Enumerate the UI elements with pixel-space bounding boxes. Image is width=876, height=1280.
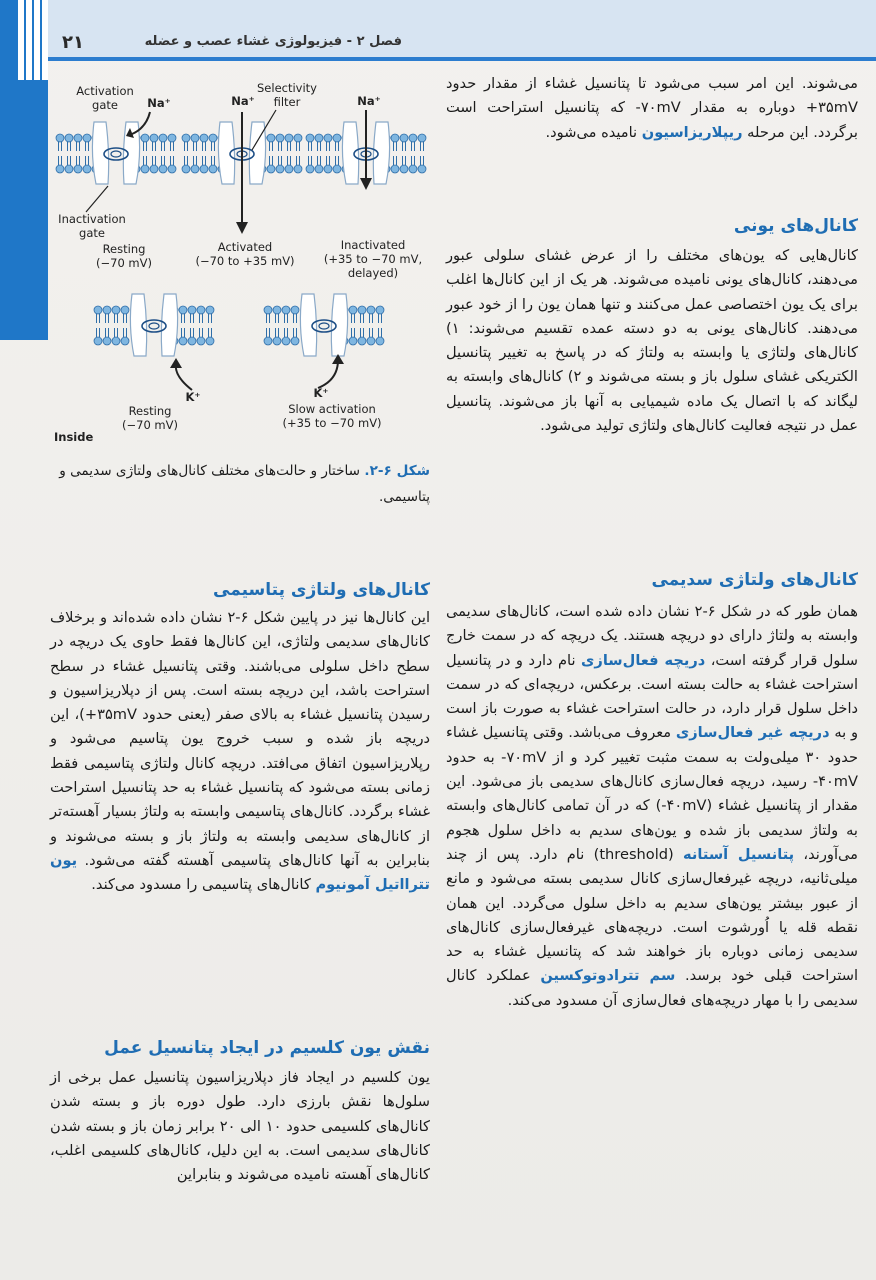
k-channel-open-wall-left bbox=[300, 294, 316, 356]
sodium-text-2: نام دارد و در پتانسیل استراحت غشاء به حالت بسته است. برعکس، دریچه‌ای که در سمت داخل سلول قرار دارد، در حالت استراحت غشاء به صورت باز است و به bbox=[446, 651, 859, 742]
term-tetraethylammonium: یون تترااتیل آمونیوم bbox=[50, 851, 430, 894]
na-channel-inactivated-wall-right bbox=[373, 122, 389, 184]
inactivation-gate-pointer bbox=[86, 186, 108, 212]
membrane-bottom-2a bbox=[264, 306, 299, 345]
figure-caption-text: ساختار و حالت‌های مختلف کانال‌های ولتاژی سدیمی و پتاسیمی. bbox=[59, 463, 430, 505]
sodium-text-1: همان طور که در شکل ۶-۲ نشان داده شده است، کانال‌های سدیمی وابسته به ولتاژ دارای دو دریچه هستند. یک دریچه که در سمت خارج سلول قرار گرفته است، bbox=[446, 603, 858, 669]
k-channel-resting-filter-inner bbox=[149, 323, 159, 329]
k-label-1: K⁺ bbox=[185, 390, 201, 404]
inside-label: Inside bbox=[54, 430, 94, 444]
ionic-channels-paragraph: کانال‌هایی که یون‌های مختلف را از عرض غشای سلولی عبور می‌دهند، کانال‌های یونی نامیده می‌شوند. هر یک از این کانال‌ها اغلب برای یک یون اختصاصی عمل می‌کنند و تنها همان یون را از خود عبور می‌دهند. کانال‌های یونی به دو دسته عمده تقسیم می‌شوند: ۱) کانال‌های ولتاژی یا وابسته به ولتاژ که در پاسخ به تغییر پتانسیل الکتریکی غشای سلول باز و بسته می‌شوند و ۲) کانال‌های وابسته به لیگاند که با اتصال یک ماده شیمیایی به آنها باز می‌شوند. پتانسیل عمل در نتیجه فعالیت کانال‌های ولتاژی تولید می‌شود. bbox=[446, 247, 858, 435]
na-influx-arrowhead bbox=[236, 222, 248, 234]
figure-caption-label: شکل ۶-۲. bbox=[364, 463, 430, 479]
na-channel-inactivated-wall-left bbox=[342, 122, 358, 184]
potassium-text-2: کانال‌های پتاسیمی را مسدود می‌کند. bbox=[91, 876, 316, 894]
sodium-text-4: (threshold) نام دارد. پس از چند میلی‌ثانیه، دریچه غیرفعال‌سازی کانال سدیمی بسته می‌شود و مانع از عبور بیشتر یون‌های سدیم به داخل سلول می‌گردد. این همان نقطه قله یا اُورشوت است. دریچه‌های غیرفعال‌سازی کانال‌های سدیمی زمانی دوباره باز خواهند شد که پتانسیل غشاء به حد استراحت قبلی خود برسد. bbox=[446, 845, 859, 985]
slow-activation-label: Slow activation (+35 to −70 mV) bbox=[282, 402, 382, 430]
sodium-channels-paragraph bbox=[446, 600, 858, 1013]
intro-text: می‌شوند. این امر سبب می‌شود تا پتانسیل غشاء از مقدار حدود ۳۵mV+ دوباره به مقدار ۷۰mV- که پتانسیل استراحت است برگردد. این مرحله bbox=[446, 75, 858, 141]
intro-text-end: نامیده می‌شود. bbox=[545, 123, 642, 141]
na-label-1: Na⁺ bbox=[147, 96, 171, 110]
k-channel-open-wall-right bbox=[331, 294, 347, 356]
inactivated-label: Inactivated (+35 to −70 mV, delayed) bbox=[323, 238, 423, 280]
term-inactivation-gate: دریچه غیر فعال‌سازی bbox=[675, 724, 830, 742]
na-label-2: Na⁺ bbox=[231, 94, 255, 108]
term-threshold: پتانسیل آستانه bbox=[683, 845, 795, 863]
k-channel-resting-wall-left bbox=[130, 294, 146, 356]
sodium-text-3: معروف می‌باشد. وقتی پتانسیل غشاء حدود ۳۰ میلی‌ولت به سمت مثبت تغییر کرد و از ۷۰mV- به حدود ۴۰mV- رسید، دریچه فعال‌سازی کانال‌های سدیمی باز می‌شود. این مقدار از پتانسیل غشاء (۴۰mV-) که در آن تمامی کانال‌های وابسته به ولتاژ سدیمی باز شده و یون‌های سدیم به داخل سلول هجوم می‌آورند، bbox=[446, 724, 858, 863]
na-label-3: Na⁺ bbox=[357, 94, 381, 108]
heading-sodium-channels: کانال‌های ولتاژی سدیمی bbox=[651, 570, 858, 590]
term-tetrodotoxin: سم تترادوتوکسین bbox=[540, 967, 676, 985]
potassium-channels-paragraph bbox=[50, 606, 430, 898]
na-channel-resting-filter-inner bbox=[111, 151, 121, 157]
na-arrowhead-inactivated bbox=[360, 178, 372, 190]
potassium-text-1: این کانال‌ها نیز در پایین شکل ۶-۲ نشان داده شده‌اند و برخلاف کانال‌های سدیمی ولتاژی، این کانال‌ها فقط حاوی یک دریچه در سطح داخل سلولی می‌باشند. وقتی پتانسیل غشاء در سطح استراحت باشد، این دریچه بسته است. پس از دپلاریزاسیون و رسیدن پتانسیل غشاء به بالای صفر (یعنی حدود ۳۵mV+)، این دریچه باز شده و سبب خروج یون پتاسیم می‌شود و رپلاریزاسیون اتفاق می‌افتد. دریچه کانال ولتاژی پتاسیمی فقط زمانی بسته می‌شود که پتانسیل غشاء به حد پتانسیل استراحت غشاء برگردد. کانال‌های پتاسیمی وابسته به ولتاژ بسیار آهسته‌تر از کانال‌های سدیمی وابسته به ولتاژ باز و بسته می‌شوند و بنابراین به آنها کانال‌های پتاسیمی آهسته گفته می‌شود. bbox=[50, 609, 430, 869]
resting-na-label: Resting (−70 mV) bbox=[96, 242, 152, 270]
resting-k-label: Resting (−70 mV) bbox=[122, 404, 178, 432]
na-channel-activated-wall-left bbox=[218, 122, 234, 184]
na-channel-resting-wall-left bbox=[92, 122, 108, 184]
inactivation-gate-label: Inactivation gate bbox=[58, 212, 126, 240]
heading-calcium-role: نقش یون کلسیم در ایجاد پتانسیل عمل bbox=[104, 1038, 430, 1058]
term-activation-gate: دریچه فعال‌سازی bbox=[581, 651, 706, 669]
page-number: ۲۱ bbox=[62, 32, 84, 53]
heading-potassium-channels: کانال‌های ولتاژی پتاسیمی bbox=[213, 580, 430, 600]
chapter-title: فصل ۲ - فیزیولوژی غشاء عصب و عضله bbox=[144, 34, 402, 49]
activation-gate-label: Activation gate bbox=[76, 84, 134, 112]
membrane-bottom-1a bbox=[94, 306, 129, 345]
selectivity-filter-label: Selectivity filter bbox=[257, 81, 317, 109]
k-channel-resting-wall-right bbox=[161, 294, 177, 356]
activated-label: Activated (−70 to +35 mV) bbox=[195, 240, 295, 268]
k-label-2: K⁺ bbox=[313, 386, 329, 400]
heading-ionic-channels: کانال‌های یونی bbox=[733, 216, 858, 236]
k-arrow-2 bbox=[318, 360, 338, 388]
sodium-text-5: عملکرد کانال سدیمی را با مهار دریچه‌های فعال‌سازی آن مسدود می‌کند. bbox=[446, 967, 858, 1009]
calcium-paragraph: یون کلسیم در ایجاد فاز دپلاریزاسیون پتانسیل عمل برخی از سلول‌ها نقش بارزی دارد. طول دوره باز و بسته شدن کانال‌های کلسیمی حدود ۱۰ الی ۲۰ برابر زمان باز و بسته شدن کانال‌های سدیمی است. به این دلیل، کانال‌های کلسیمی اغلب، کانال‌های آهسته نامیده می‌شوند و بنابراین bbox=[50, 1069, 430, 1184]
term-repolarization: ریپلاریزاسیون bbox=[641, 123, 743, 141]
right-intro-paragraph bbox=[446, 72, 858, 145]
k-channel-open-filter-inner bbox=[319, 323, 329, 329]
figure-caption bbox=[50, 458, 430, 510]
k-arrowhead-1 bbox=[170, 358, 182, 368]
